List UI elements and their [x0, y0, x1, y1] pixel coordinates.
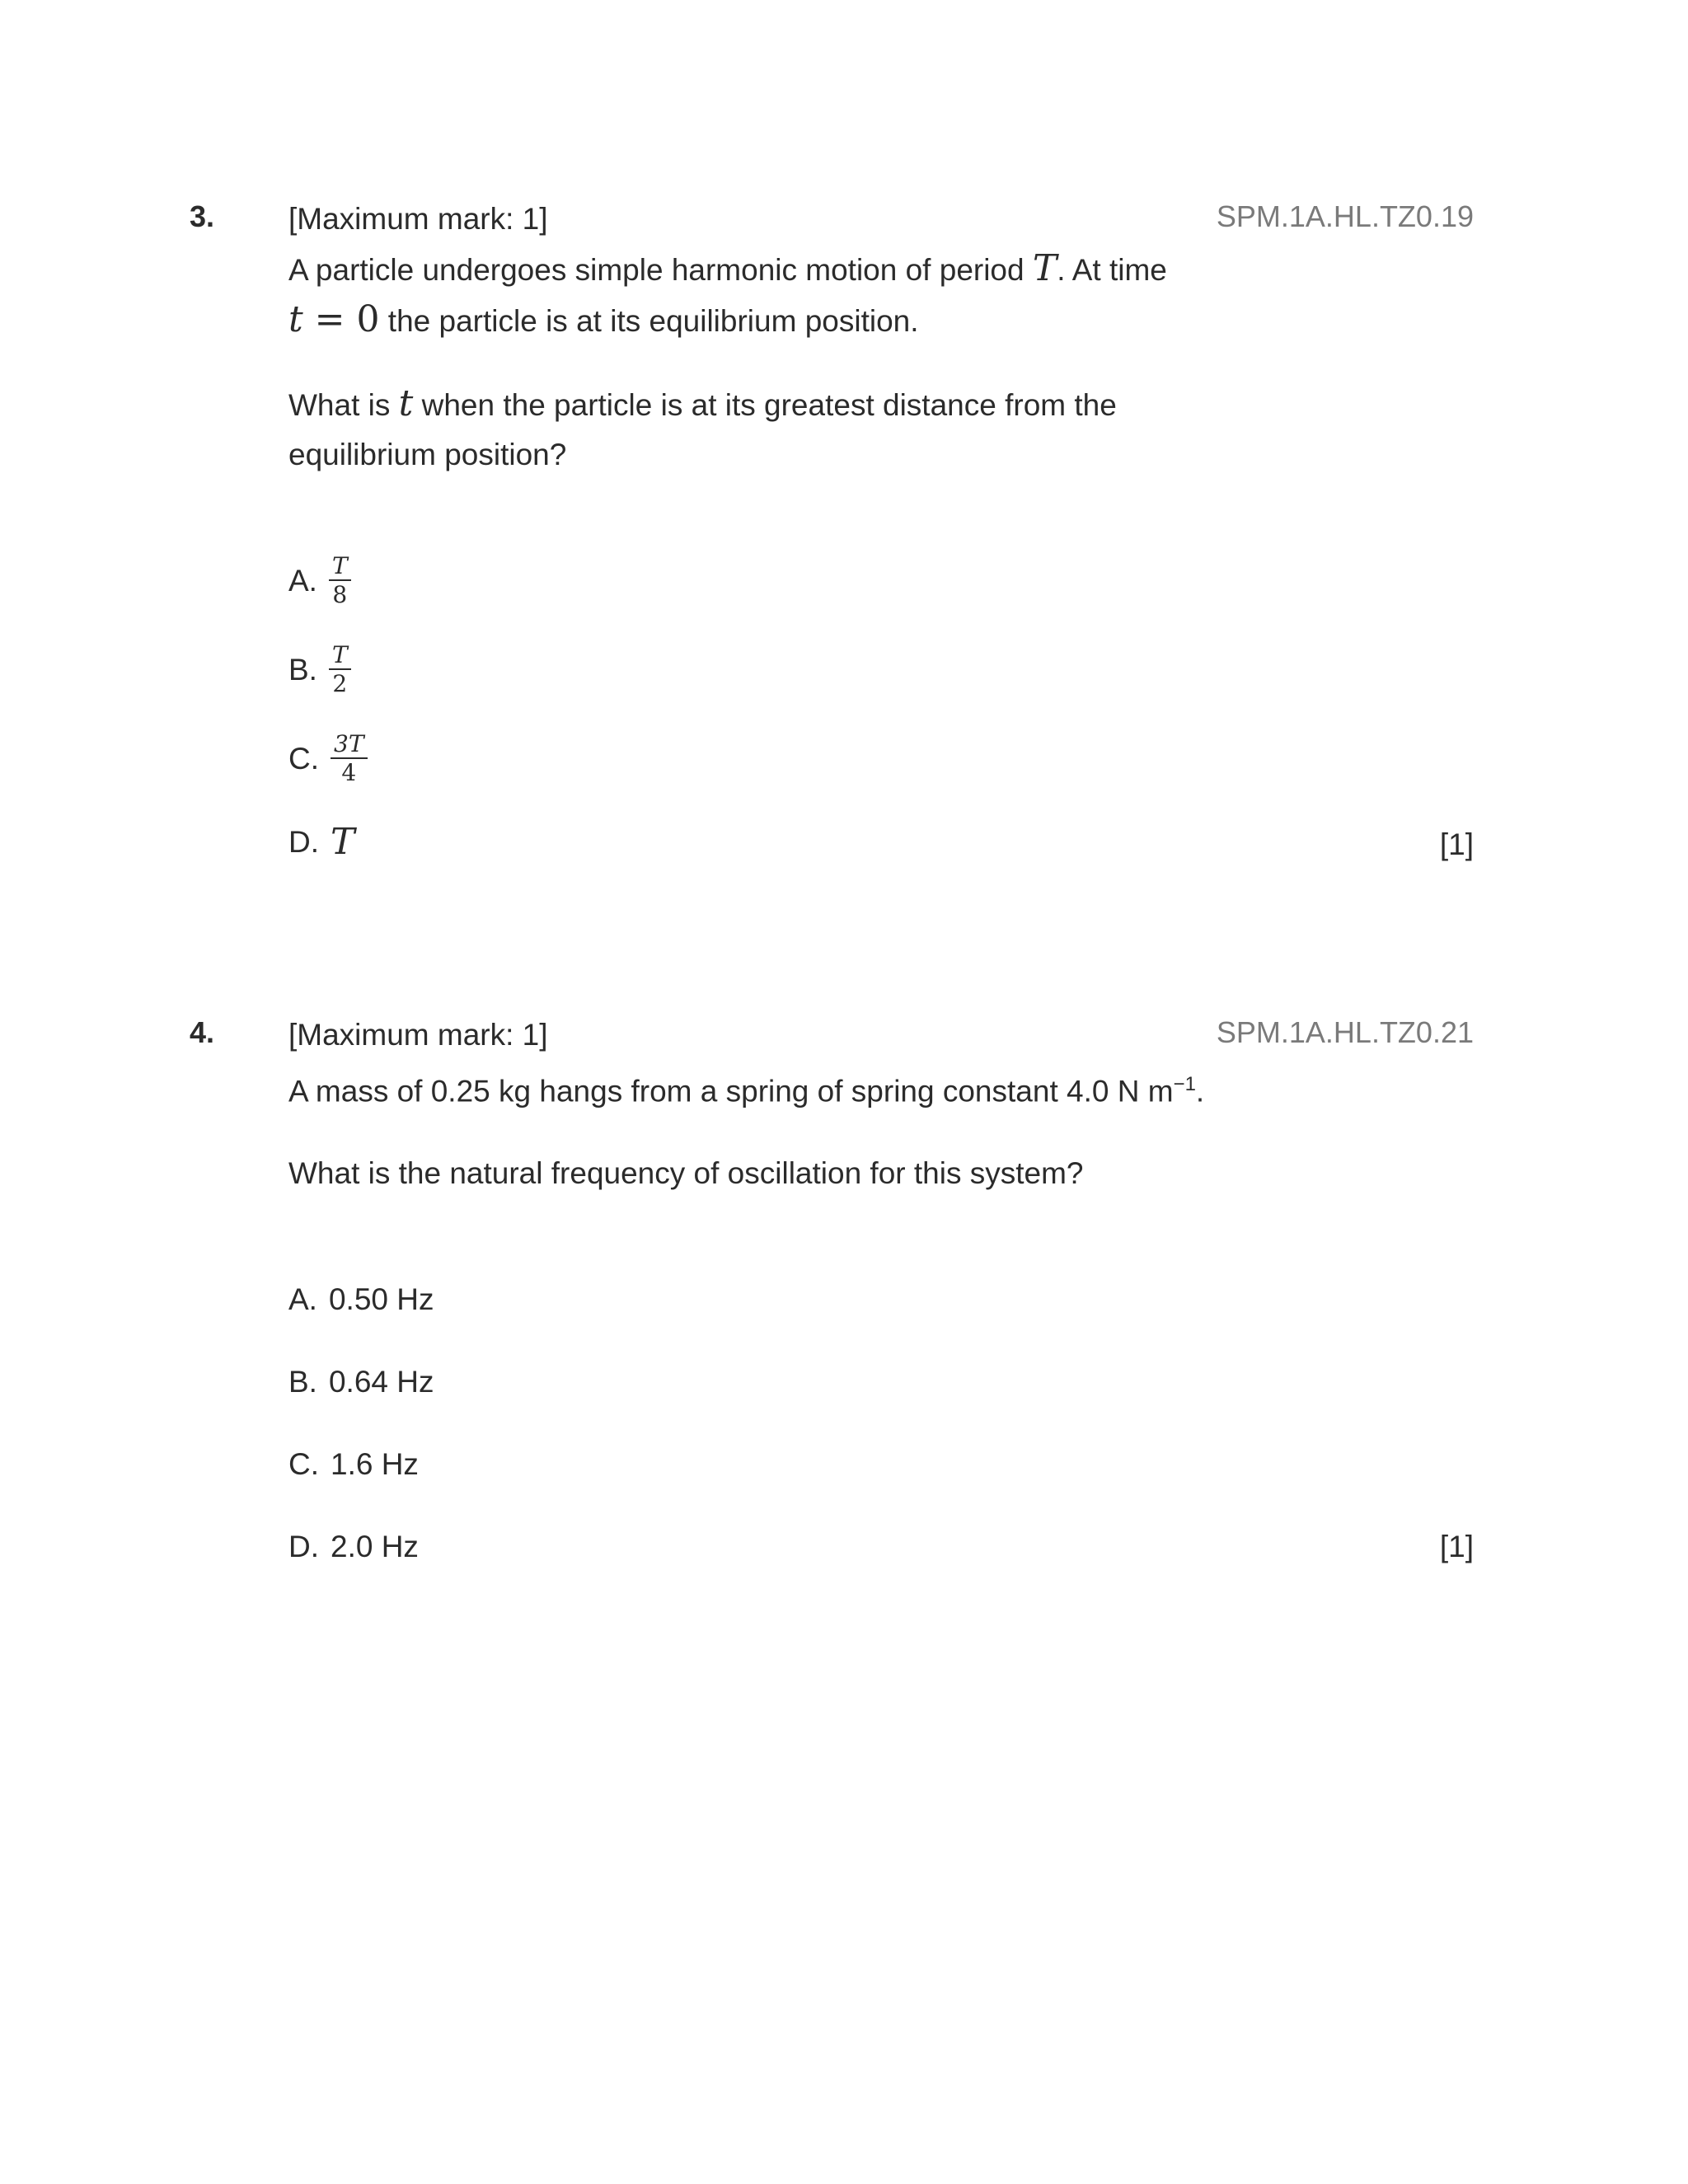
question-number: 4.	[190, 1015, 215, 1049]
fraction-denominator: 8	[332, 581, 348, 608]
option-value: 2.0 Hz	[331, 1530, 419, 1563]
prompt: What is the natural frequency of oscillation for this system?	[288, 1156, 1084, 1191]
question-body	[288, 194, 1212, 480]
option-c	[288, 1447, 419, 1482]
option-value: T	[331, 821, 355, 863]
option-a	[288, 1282, 434, 1317]
prompt-line-2: equilibrium position?	[288, 438, 567, 471]
option-d	[288, 1530, 419, 1564]
marks: [1]	[1439, 1530, 1474, 1563]
option-letter: A.	[288, 1282, 317, 1316]
time-variable: t	[398, 382, 414, 424]
question-code: SPM.1A.HL.TZ0.19	[1216, 199, 1474, 233]
fraction-denominator: 2	[332, 670, 348, 697]
question-code: SPM.1A.HL.TZ0.21	[1216, 1015, 1474, 1049]
option-b	[288, 1365, 434, 1399]
equals-zero: = 0	[302, 298, 380, 340]
question-body	[288, 1010, 1212, 1198]
time-variable: t	[288, 298, 303, 340]
option-value: 0.50 Hz	[328, 1282, 434, 1316]
fraction-numerator: 3T	[331, 732, 368, 759]
option-letter: B.	[288, 652, 317, 687]
question-number: 3.	[190, 199, 215, 233]
stem-line-1: A particle undergoes simple harmonic motion of period T. At time	[288, 247, 1167, 289]
fraction-denominator: 4	[341, 759, 357, 786]
period-variable: T	[1032, 247, 1057, 289]
max-mark: [Maximum mark: 1]	[288, 1018, 548, 1052]
exponent: −1	[1173, 1073, 1196, 1095]
option-letter: A.	[288, 563, 317, 598]
fraction	[331, 732, 368, 785]
stem-line-2: t = 0 the particle is at its equilibrium position.	[288, 298, 919, 340]
option-letter: D.	[288, 1530, 319, 1563]
prompt-line-1: What is t when the particle is at its greatest distance from the	[288, 382, 1117, 424]
option-value: 1.6 Hz	[331, 1447, 419, 1481]
fraction	[329, 643, 351, 696]
option-c	[288, 732, 368, 785]
stem-line-1: A mass of 0.25 kg hangs from a spring of spring constant 4.0 N $m^{-1}$.	[288, 1073, 1205, 1108]
fraction	[329, 554, 351, 607]
option-letter: B.	[288, 1365, 317, 1399]
marks: [1]	[1439, 827, 1474, 861]
fraction-numerator: T	[329, 554, 351, 581]
option-letter: C.	[288, 1447, 319, 1481]
option-b	[288, 643, 351, 696]
fraction-numerator: T	[329, 643, 351, 670]
option-d	[288, 821, 354, 863]
max-mark: [Maximum mark: 1]	[288, 202, 548, 236]
option-a	[288, 554, 351, 607]
option-letter: D.	[288, 824, 319, 859]
option-letter: C.	[288, 741, 319, 776]
option-value: 0.64 Hz	[328, 1365, 434, 1399]
